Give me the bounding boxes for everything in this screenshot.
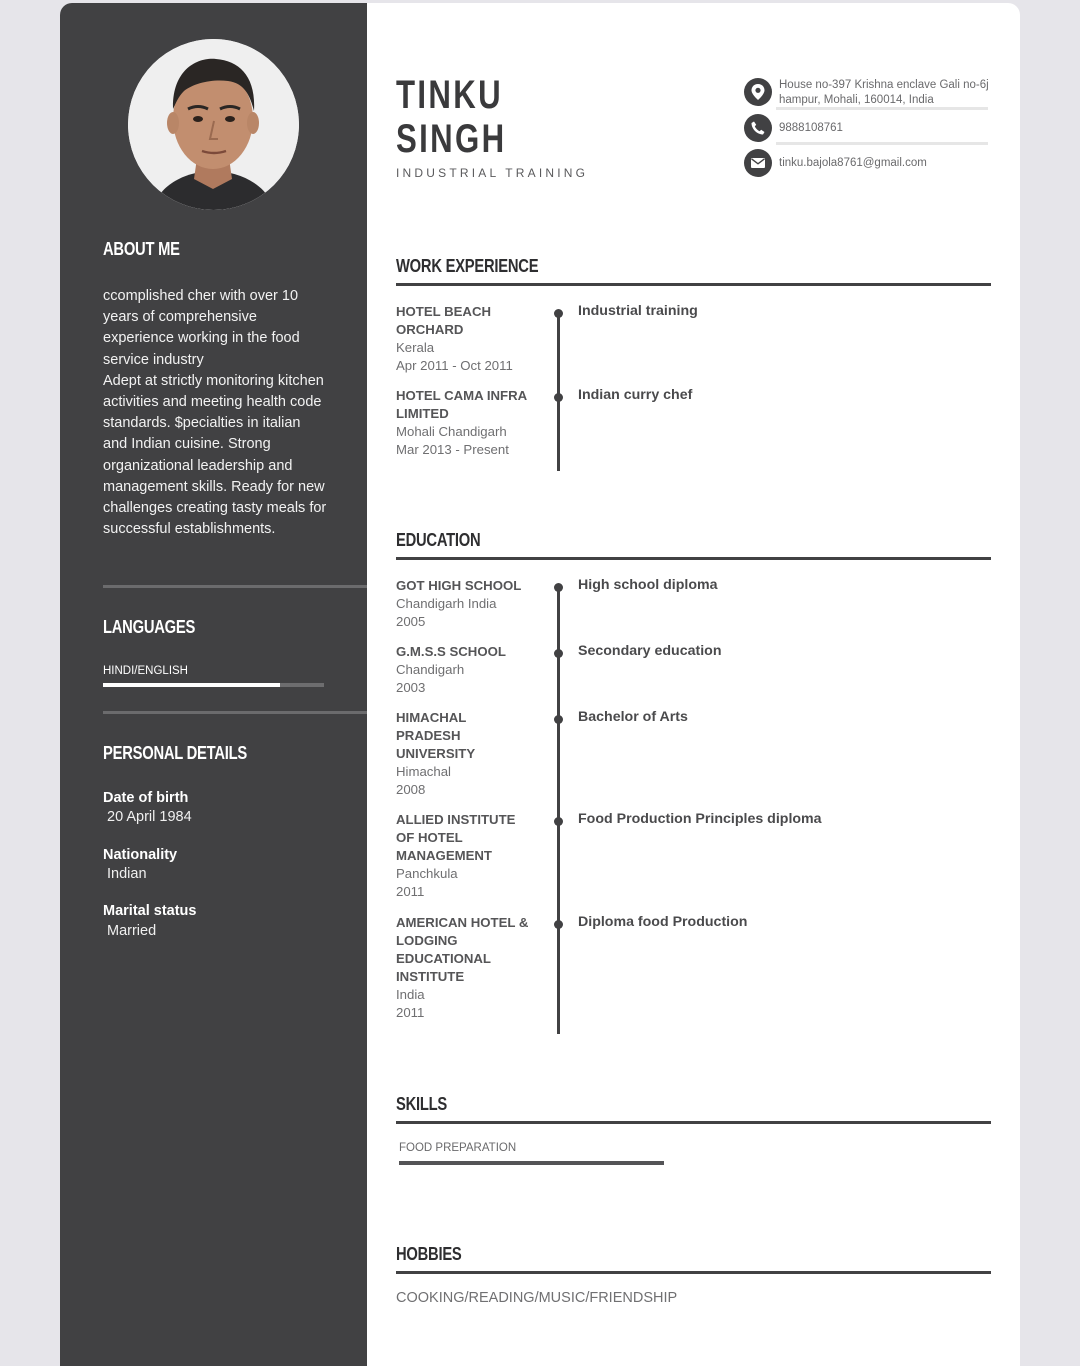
education-year: 2008 [396,782,426,797]
full-name [396,73,507,161]
main-content [367,3,1020,1366]
sidebar-divider [103,711,367,714]
education-org: G.M.S.S SCHOOL [396,644,506,659]
resume-page [60,3,1020,1366]
about-paragraph: and Indian cuisine. Strong organizational leadership and management skills. Ready for new challenges creating tasty meals for successful establishments. [103,436,327,538]
contact-divider [776,107,988,110]
about-heading: ABOUT ME [103,239,180,259]
timeline-dot [554,920,563,929]
hobbies-heading: HOBBIES [396,1244,462,1264]
work-org: HOTEL BEACH ORCHARD [396,304,492,337]
contact-divider [776,142,988,145]
skill-level-fill [399,1161,664,1165]
education-entry [396,577,536,631]
personal-details-heading: PERSONAL DETAILS [103,743,247,763]
work-title: Industrial training [578,303,698,319]
dob-value: 20 April 1984 [107,809,192,825]
about-paragraph: Adept at strictly monitoring kitchen activities and meeting health code standards. $pecialties in italian [103,372,324,432]
skill-level-bar [399,1161,664,1165]
envelope-icon [744,149,772,177]
work-org: HOTEL CAMA INFRA LIMITED [396,388,527,421]
job-role: INDUSTRIAL TRAINING [396,166,589,180]
skills-heading: SKILLS [396,1094,448,1114]
education-org: AMERICAN HOTEL & LODGING EDUCATIONAL INSTITUTE [396,915,529,984]
phone-text[interactable]: 9888108761 [779,122,843,134]
education-location: India [396,987,425,1002]
first-name: TINKU [396,73,504,117]
education-org: ALLIED INSTITUTE OF HOTEL MANAGEMENT [396,812,516,863]
education-entry [396,709,506,799]
education-heading: EDUCATION [396,530,481,550]
address-text: House no-397 Krishna enclave Gali no-6j hampur, Mohali, 160014, India [779,79,989,106]
sidebar-divider [103,585,367,588]
hobbies-text: COOKING/READING/MUSIC/FRIENDSHIP [396,1290,678,1306]
marital-status-label: Marital status [103,903,197,919]
work-dates: Apr 2011 - Oct 2011 [396,358,513,373]
email-link[interactable]: tinku.bajola8761@gmail.com [779,157,927,169]
education-entry [396,811,521,901]
education-year: 2003 [396,680,426,695]
education-year: 2005 [396,614,426,629]
sidebar [60,3,367,1366]
education-org: HIMACHAL PRADESH UNIVERSITY [396,710,476,761]
education-year: 2011 [396,1005,425,1020]
work-entry [396,387,536,459]
marital-status-value: Married [107,923,157,939]
education-title: High school diploma [578,577,718,593]
work-title: Indian curry chef [578,387,693,403]
timeline-dot [554,715,563,724]
section-rule [396,1271,991,1274]
education-org: GOT HIGH SCHOOL [396,578,522,593]
languages-heading: LANGUAGES [103,617,196,637]
timeline-dot [554,393,563,402]
work-dates: Mar 2013 - Present [396,442,509,457]
education-entry [396,914,536,1022]
work-timeline [557,311,560,471]
education-location: Chandigarh India [396,596,497,611]
last-name: SINGH [396,117,507,161]
timeline-dot [554,649,563,658]
timeline-dot [554,583,563,592]
education-entry [396,643,536,697]
language-label: HINDI/ENGLISH [103,665,188,677]
work-entry [396,303,536,375]
about-paragraph: ccomplished cher with over 10 years of comprehensive experience working in the food service industry [103,288,300,368]
work-experience-heading: WORK EXPERIENCE [396,256,539,276]
section-rule [396,557,991,560]
language-level-fill [103,683,280,687]
about-text [103,286,328,540]
timeline-dot [554,309,563,318]
education-year: 2011 [396,884,425,899]
education-location: Himachal [396,764,451,779]
education-title: Secondary education [578,643,722,659]
work-location: Kerala [396,340,435,355]
skill-label: FOOD PREPARATION [399,1142,517,1154]
education-title: Bachelor of Arts [578,709,688,725]
dob-label: Date of birth [103,790,189,806]
education-title: Diploma food Production [578,914,748,930]
language-level-bar [103,683,324,687]
nationality-value: Indian [107,866,147,882]
education-title: Food Production Principles diploma [578,811,822,827]
work-location: Mohali Chandigarh [396,424,507,439]
nationality-label: Nationality [103,847,178,863]
phone-icon [744,114,772,142]
section-rule [396,283,991,286]
location-pin-icon [744,78,772,106]
education-location: Chandigarh [396,662,465,677]
education-location: Panchkula [396,866,458,881]
section-rule [396,1121,991,1124]
timeline-dot [554,817,563,826]
profile-photo [128,39,299,210]
